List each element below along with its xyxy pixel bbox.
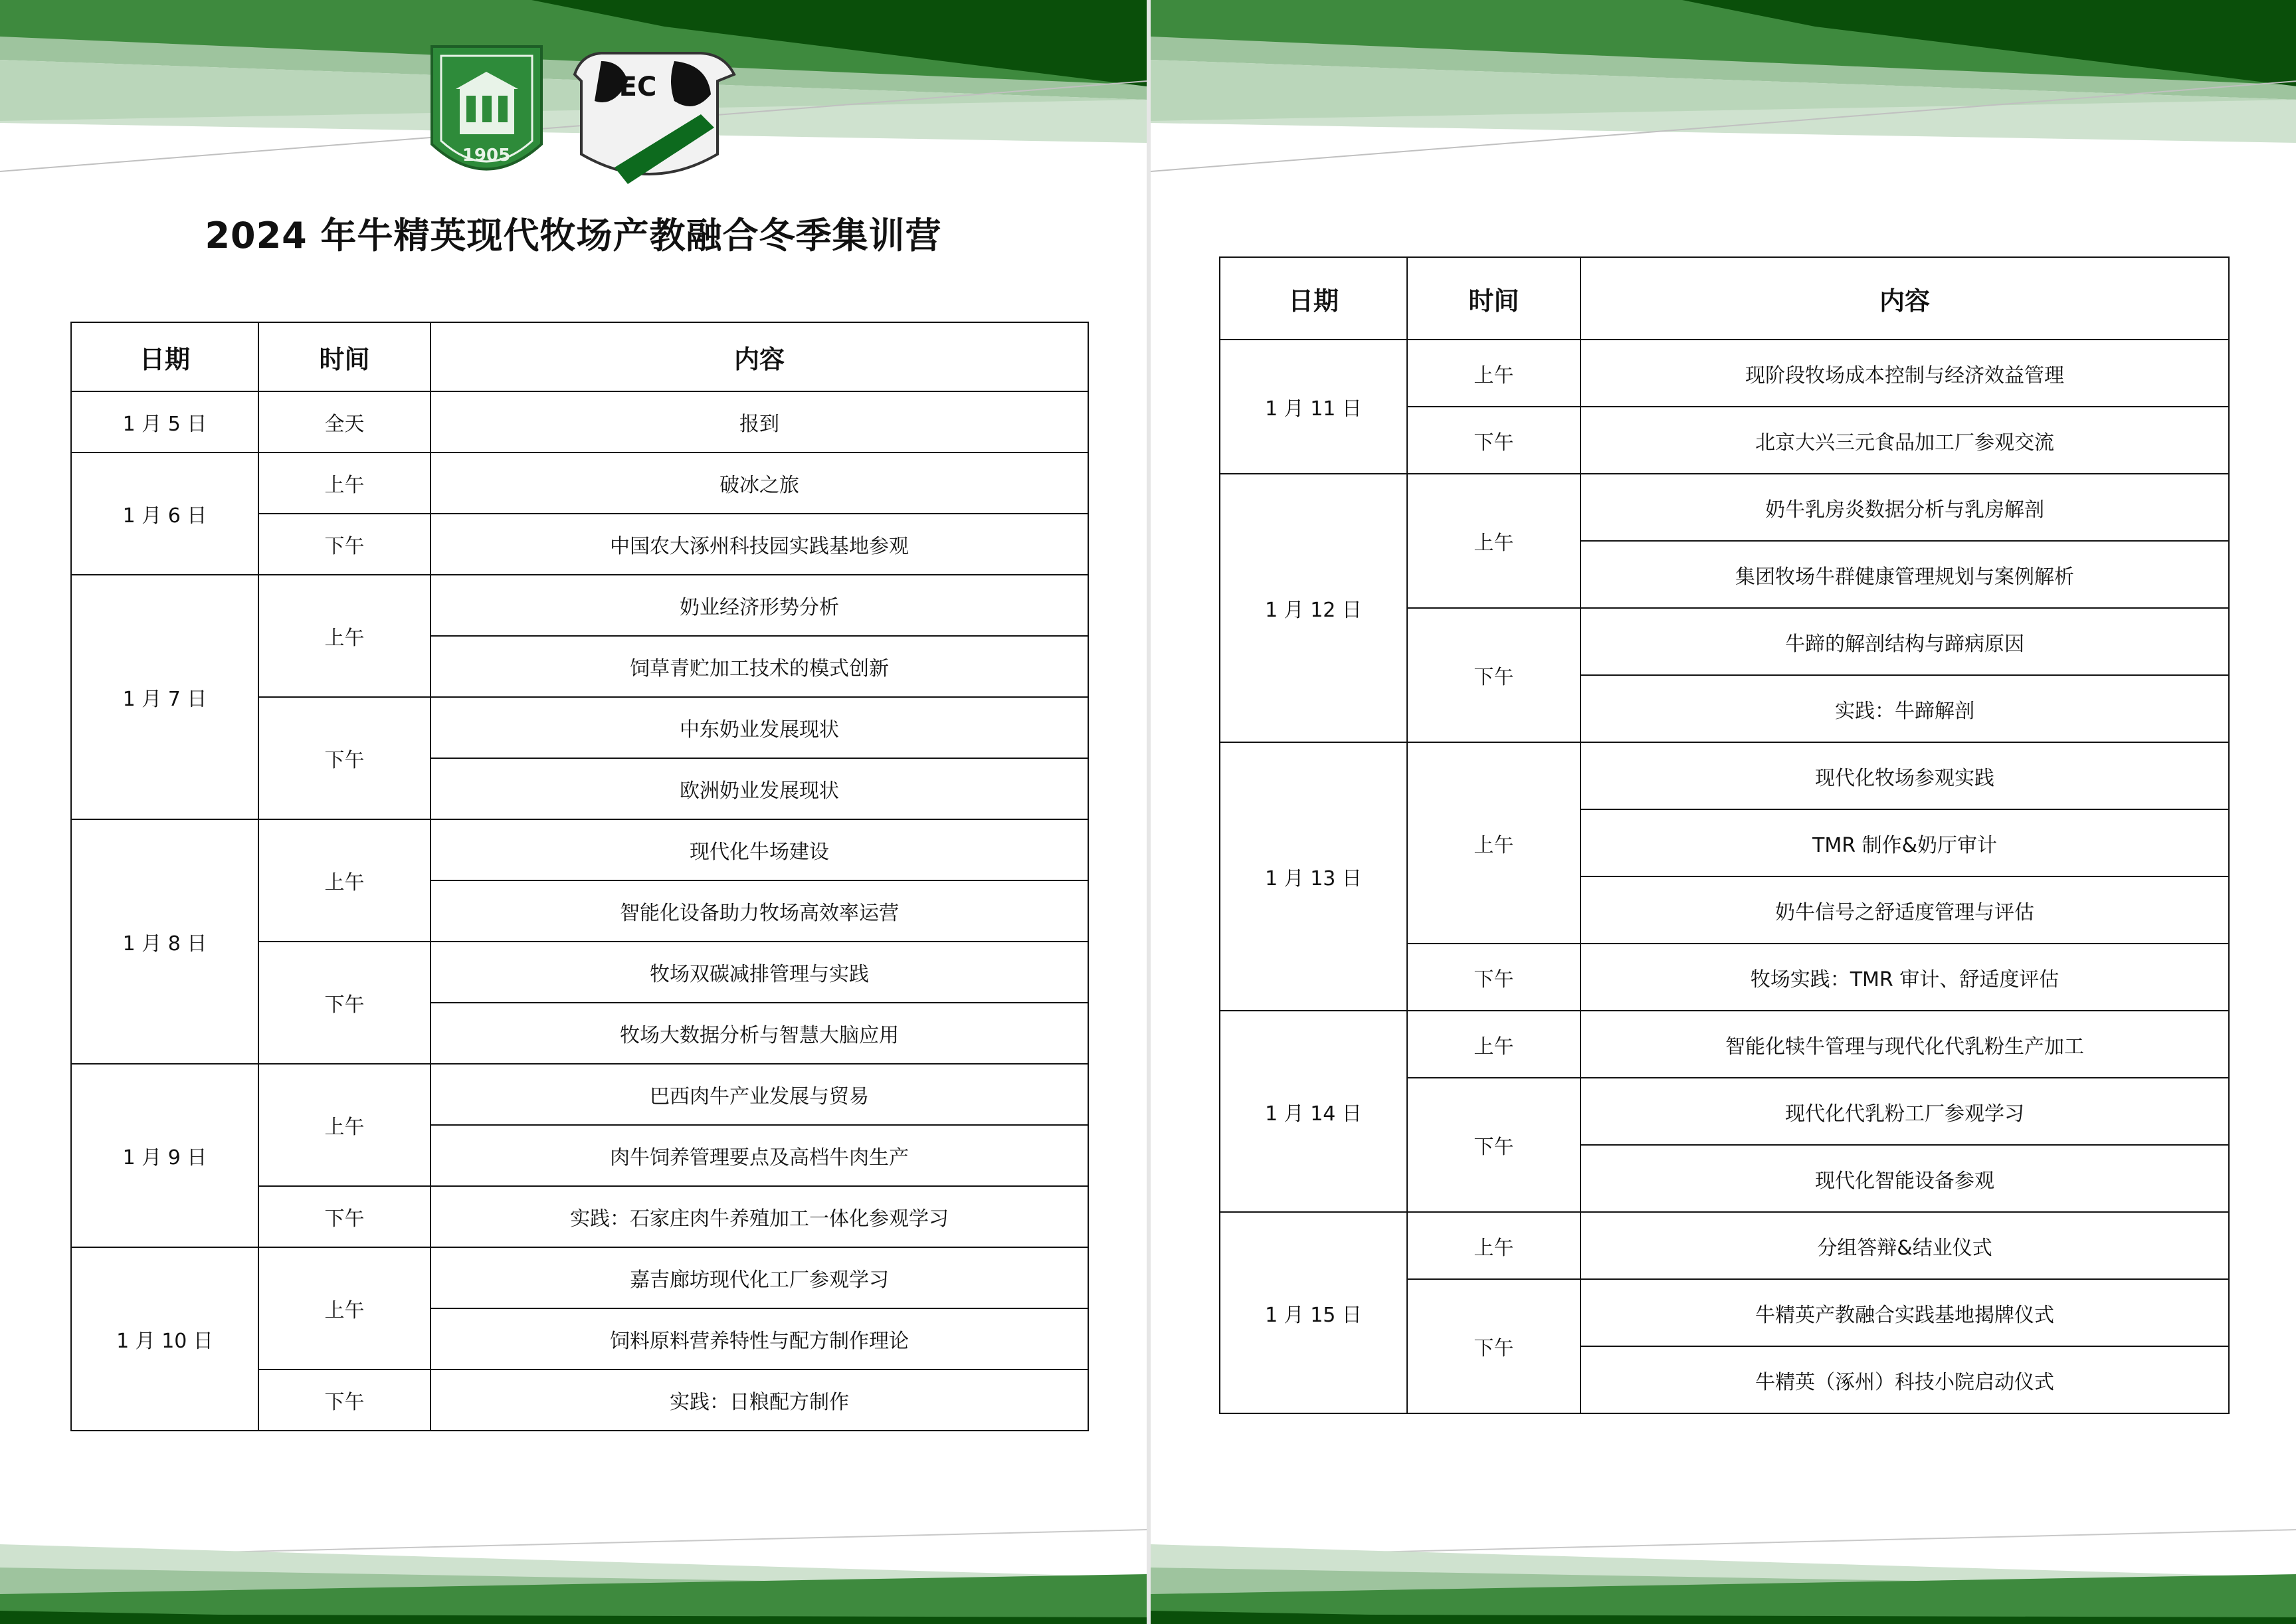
university-seal-logo xyxy=(432,47,541,169)
table-row xyxy=(71,453,1088,514)
schedule-table-right xyxy=(1219,256,2230,1414)
time-cell: 上午 xyxy=(1407,474,1580,608)
date-cell: 1 月 5 日 xyxy=(71,391,258,453)
date-cell: 1 月 13 日 xyxy=(1220,742,1407,1011)
table-row xyxy=(71,391,1088,453)
time-cell: 上午 xyxy=(1407,340,1580,407)
time-cell: 全天 xyxy=(258,391,430,453)
time-cell: 下午 xyxy=(1407,944,1580,1011)
table-row xyxy=(1220,742,2229,809)
time-header: 时间 xyxy=(258,322,430,391)
date-cell: 1 月 7 日 xyxy=(71,575,258,819)
time-cell: 上午 xyxy=(258,1247,430,1370)
table-row xyxy=(71,819,1088,880)
content-cell: 报到 xyxy=(430,391,1088,453)
date-cell: 1 月 12 日 xyxy=(1220,474,1407,742)
time-cell: 下午 xyxy=(1407,1078,1580,1212)
table-row xyxy=(71,575,1088,636)
content-cell: 实践：石家庄肉牛养殖加工一体化参观学习 xyxy=(430,1186,1088,1247)
time-cell: 下午 xyxy=(258,697,430,819)
date-cell: 1 月 14 日 xyxy=(1220,1011,1407,1212)
time-cell: 下午 xyxy=(258,942,430,1064)
time-cell: 上午 xyxy=(258,1064,430,1186)
header-row xyxy=(71,322,1088,391)
svg-text:1905: 1905 xyxy=(462,146,511,165)
content-cell: 智能化设备助力牧场高效率运营 xyxy=(430,880,1088,942)
content-cell: 中东奶业发展现状 xyxy=(430,697,1088,758)
cow-shield-logo xyxy=(575,53,734,184)
table-row xyxy=(1220,474,2229,541)
table-row xyxy=(1220,1011,2229,1078)
content-header: 内容 xyxy=(430,322,1088,391)
content-cell: 中国农大涿州科技园实践基地参观 xyxy=(430,514,1088,575)
content-cell: 现代化智能设备参观 xyxy=(1580,1145,2229,1212)
svg-text:EC: EC xyxy=(619,72,657,102)
content-header: 内容 xyxy=(1580,257,2229,340)
content-cell: 牛精英（涿州）科技小院启动仪式 xyxy=(1580,1346,2229,1413)
date-cell: 1 月 15 日 xyxy=(1220,1212,1407,1413)
content-cell: 实践：牛蹄解剖 xyxy=(1580,675,2229,742)
content-cell: 巴西肉牛产业发展与贸易 xyxy=(430,1064,1088,1125)
page-title: 2024 年牛精英现代牧场产教融合冬季集训营 xyxy=(205,215,942,256)
time-cell: 下午 xyxy=(258,1370,430,1431)
logo-group xyxy=(425,35,737,194)
time-cell: 下午 xyxy=(258,1186,430,1247)
content-cell: 牛蹄的解剖结构与蹄病原因 xyxy=(1580,608,2229,675)
time-cell: 上午 xyxy=(258,819,430,942)
date-cell: 1 月 8 日 xyxy=(71,819,258,1064)
date-cell: 1 月 9 日 xyxy=(71,1064,258,1247)
content-cell: 饲料原料营养特性与配方制作理论 xyxy=(430,1308,1088,1370)
time-cell: 上午 xyxy=(1407,1212,1580,1279)
content-cell: 现代化牧场参观实践 xyxy=(1580,742,2229,809)
content-cell: 破冰之旅 xyxy=(430,453,1088,514)
content-cell: 北京大兴三元食品加工厂参观交流 xyxy=(1580,407,2229,474)
date-cell: 1 月 10 日 xyxy=(71,1247,258,1431)
content-cell: 牧场大数据分析与智慧大脑应用 xyxy=(430,1003,1088,1064)
date-cell: 1 月 11 日 xyxy=(1220,340,1407,474)
schedule-table-left xyxy=(70,322,1089,1431)
content-cell: 现代化牛场建设 xyxy=(430,819,1088,880)
content-cell: 饲草青贮加工技术的模式创新 xyxy=(430,636,1088,697)
content-cell: 智能化犊牛管理与现代化代乳粉生产加工 xyxy=(1580,1011,2229,1078)
date-header: 日期 xyxy=(71,322,258,391)
time-cell: 下午 xyxy=(1407,608,1580,742)
table-row xyxy=(1220,1212,2229,1279)
content-cell: 肉牛饲养管理要点及高档牛肉生产 xyxy=(430,1125,1088,1186)
time-cell: 下午 xyxy=(1407,407,1580,474)
content-cell: 牧场实践：TMR 审计、舒适度评估 xyxy=(1580,944,2229,1011)
content-cell: 奶牛信号之舒适度管理与评估 xyxy=(1580,876,2229,944)
content-cell: TMR 制作&奶厅审计 xyxy=(1580,809,2229,876)
content-cell: 分组答辩&结业仪式 xyxy=(1580,1212,2229,1279)
header-row xyxy=(1220,257,2229,340)
content-cell: 集团牧场牛群健康管理规划与案例解析 xyxy=(1580,541,2229,608)
table-row xyxy=(1220,340,2229,407)
time-cell: 下午 xyxy=(1407,1279,1580,1413)
content-cell: 奶业经济形势分析 xyxy=(430,575,1088,636)
bottom-green-banner xyxy=(0,1478,1147,1624)
time-header: 时间 xyxy=(1407,257,1580,340)
content-cell: 实践：日粮配方制作 xyxy=(430,1370,1088,1431)
date-cell: 1 月 6 日 xyxy=(71,453,258,575)
content-cell: 奶牛乳房炎数据分析与乳房解剖 xyxy=(1580,474,2229,541)
table-row xyxy=(71,1064,1088,1125)
table-row xyxy=(71,1247,1088,1308)
content-cell: 牧场双碳减排管理与实践 xyxy=(430,942,1088,1003)
content-cell: 嘉吉廊坊现代化工厂参观学习 xyxy=(430,1247,1088,1308)
content-cell: 欧洲奶业发展现状 xyxy=(430,758,1088,819)
content-cell: 现代化代乳粉工厂参观学习 xyxy=(1580,1078,2229,1145)
time-cell: 下午 xyxy=(258,514,430,575)
date-header: 日期 xyxy=(1220,257,1407,340)
time-cell: 上午 xyxy=(258,453,430,514)
bottom-green-banner-right xyxy=(1151,1478,2296,1624)
content-cell: 现阶段牧场成本控制与经济效益管理 xyxy=(1580,340,2229,407)
time-cell: 上午 xyxy=(1407,742,1580,944)
time-cell: 上午 xyxy=(1407,1011,1580,1078)
time-cell: 上午 xyxy=(258,575,430,697)
content-cell: 牛精英产教融合实践基地揭牌仪式 xyxy=(1580,1279,2229,1346)
top-green-banner-right xyxy=(1151,0,2296,179)
